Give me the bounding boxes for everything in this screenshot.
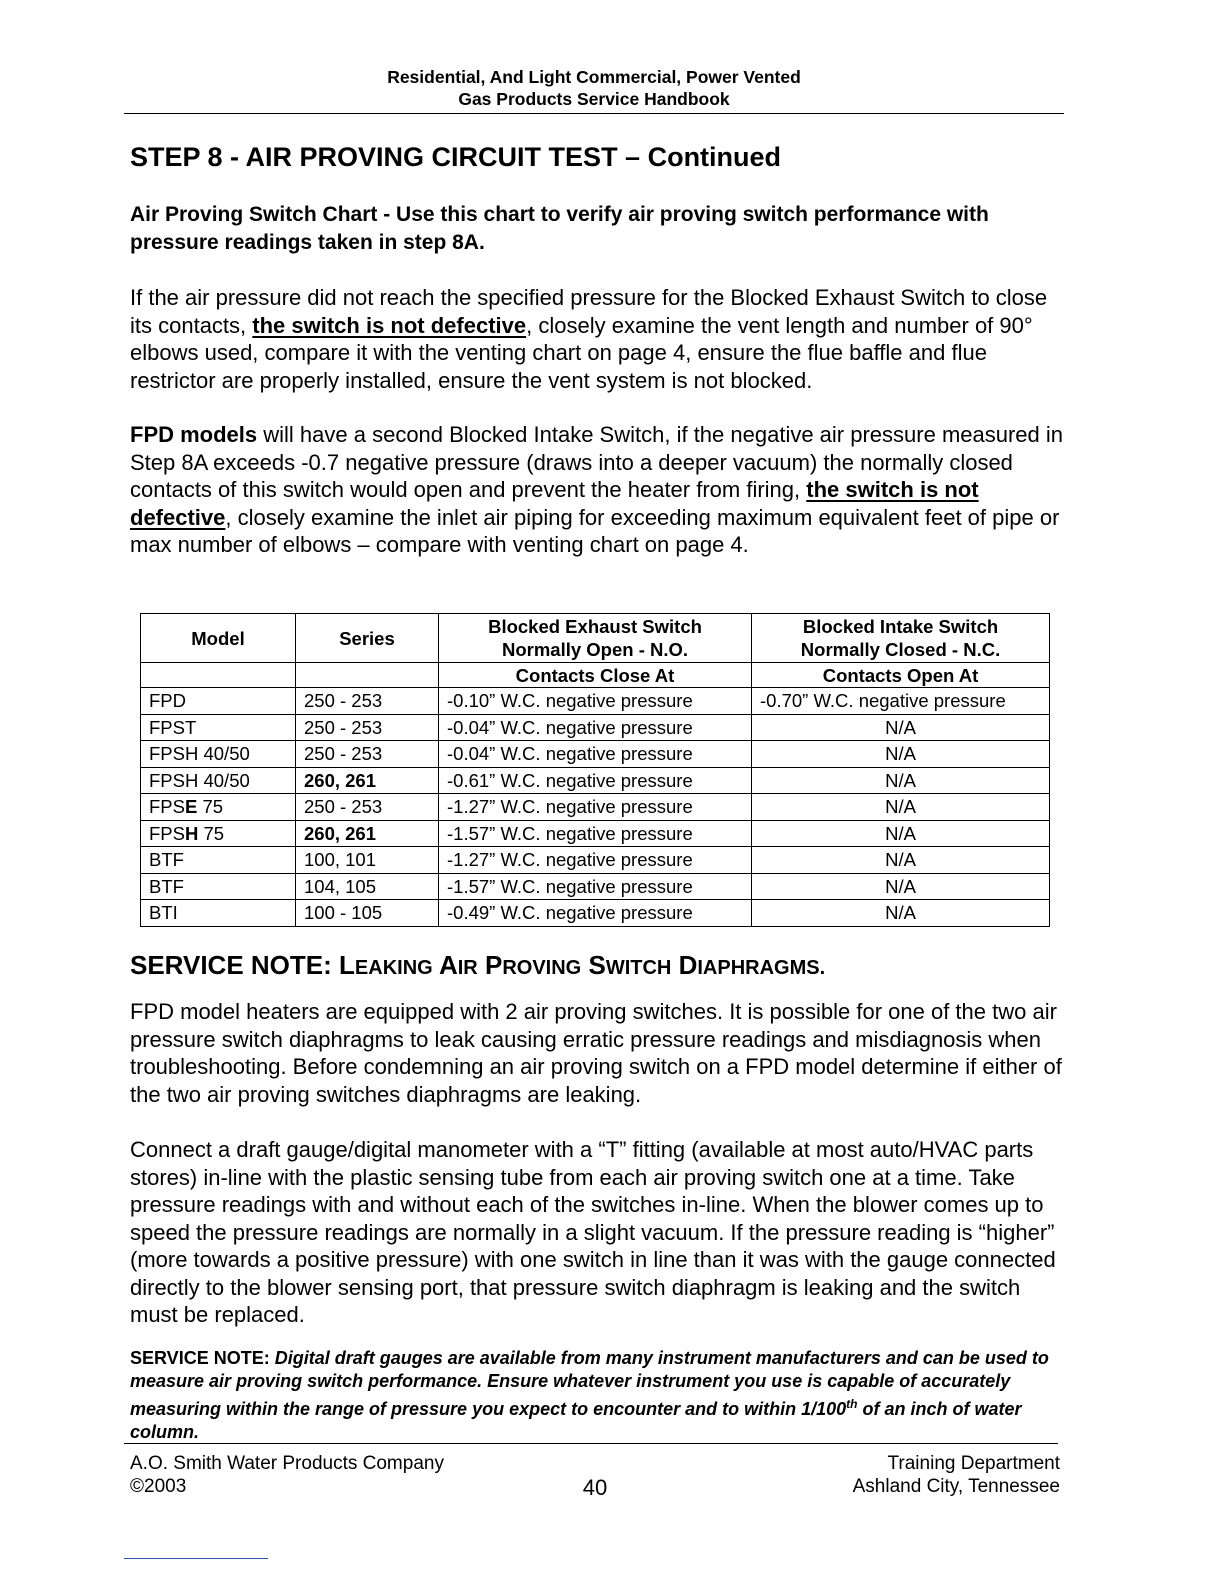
header-exhaust-line1: Blocked Exhaust Switch — [488, 616, 702, 637]
model-text: FPSH 40/50 — [149, 743, 250, 764]
footnote-link-rule — [124, 1558, 268, 1559]
cell-series: 260, 261 — [296, 820, 439, 847]
smallcap-initial: S — [588, 950, 606, 980]
service-note-heading — [130, 948, 825, 985]
smallcap-rest: IAPHRAGMS. — [697, 957, 826, 979]
cell-model — [141, 767, 296, 794]
header-divider — [124, 113, 1064, 114]
cell-intake: N/A — [752, 767, 1050, 794]
table-subheader-row — [141, 663, 1050, 688]
table-header-row — [141, 614, 1050, 663]
model-bold-letter: H — [184, 822, 199, 844]
model-bold-letter: E — [184, 796, 198, 817]
table-row — [141, 714, 1050, 741]
page-header — [124, 66, 1064, 110]
subheader-model-empty — [141, 663, 296, 688]
small-note-lead: SERVICE NOTE: — [130, 1348, 275, 1368]
model-text: BTF — [149, 875, 184, 897]
smallcap-initial: A — [438, 950, 458, 980]
smallcap-initial: L — [339, 950, 355, 980]
cell-model — [141, 794, 296, 821]
model-size: 75 — [198, 822, 225, 844]
header-line-1: Residential, And Light Commercial, Power Vented — [387, 67, 801, 87]
header-model: Model — [141, 614, 296, 663]
para1-emphasis: the switch is not defective — [252, 312, 527, 338]
model-text: BTF — [149, 849, 184, 870]
cell-exhaust: -1.27” W.C. negative pressure — [439, 794, 752, 821]
cell-series: 250 - 253 — [296, 688, 439, 715]
para2-lead: FPD models — [130, 422, 258, 447]
chart-subtitle: Air Proving Switch Chart - Use this chart to verify air proving switch performance with pressure readings taken in step 8A. — [130, 203, 989, 254]
smallcap-rest: IR — [457, 957, 478, 979]
cell-intake: N/A — [752, 714, 1050, 741]
para2-emphasis: the switch is not defective — [130, 477, 979, 530]
table-row — [141, 873, 1050, 900]
subheader-exhaust: Contacts Close At — [439, 663, 752, 688]
model-text: FPST — [149, 716, 197, 738]
cell-exhaust: -1.57” W.C. negative pressure — [439, 820, 752, 847]
page-number: 40 — [582, 1475, 608, 1500]
cell-model — [141, 688, 296, 715]
model-text: FPD — [149, 690, 186, 711]
table-row — [141, 767, 1050, 794]
header-line-2: Gas Products Service Handbook — [458, 89, 730, 109]
table-row — [141, 900, 1050, 927]
footer-location: Ashland City, Tennessee — [852, 1476, 1060, 1497]
footer-company: A.O. Smith Water Products Company — [130, 1453, 444, 1474]
cell-exhaust: -1.27” W.C. negative pressure — [439, 847, 752, 874]
cell-model — [141, 741, 296, 768]
small-note-sup: th — [846, 1397, 858, 1411]
table-row — [141, 688, 1050, 715]
header-intake-line1: Blocked Intake Switch — [802, 616, 999, 637]
table-row — [141, 820, 1050, 847]
table-row — [141, 847, 1050, 874]
smallcap-rest: WITCH — [605, 957, 672, 979]
air-proving-switch-table — [140, 613, 1050, 927]
cell-model — [141, 714, 296, 741]
cell-exhaust: -1.57” W.C. negative pressure — [439, 873, 752, 900]
cell-series: 104, 105 — [296, 873, 439, 900]
cell-intake: N/A — [752, 847, 1050, 874]
cell-model — [141, 820, 296, 847]
smallcap-initial: D — [678, 950, 698, 980]
header-exhaust-line2: Normally Open - N.O. — [501, 639, 689, 660]
cell-series: 100, 101 — [296, 847, 439, 874]
paragraph-intake — [130, 421, 1070, 559]
footer-department: Training Department — [887, 1453, 1060, 1474]
paragraph-connect-gauge: Connect a draft gauge/digital manometer with a “T” fitting (available at most auto/HVAC parts stores) in-line with the plastic sensing tube from each air proving switch one at a time. Take pressure readings with and without each of the switches in-line. When the blower comes up to speed the pressure readings are normally in a slight vacuum. If the pressure reading is “higher” (more towards a positive pressure) with one switch in line than it was with the gauge connected directly to the blower sensing port, that pressure switch diaphragm is leaking and the switch must be replaced. — [130, 1137, 1056, 1327]
cell-series: 100 - 105 — [296, 900, 439, 927]
subheader-series-empty — [296, 663, 439, 688]
model-text: BTI — [149, 902, 178, 923]
smallcap-rest: EAKING — [354, 957, 433, 979]
cell-series: 260, 261 — [296, 767, 439, 794]
cell-intake: N/A — [752, 741, 1050, 768]
paragraph-leaking-diaphragms: FPD model heaters are equipped with 2 air proving switches. It is possible for one of the two air pressure switch diaphragms to leak causing erratic pressure readings and misdiagnosis when troubleshooting. Before condemning an air proving switch on a FPD model determine if either of the two air proving switches diaphragms are leaking. — [130, 999, 1062, 1107]
header-exhaust — [439, 614, 752, 663]
cell-model — [141, 900, 296, 927]
header-intake-line2: Normally Closed - N.C. — [800, 639, 1001, 660]
model-text: FPSH 40/50 — [149, 769, 250, 791]
smallcap-initial: P — [484, 950, 503, 980]
cell-series: 250 - 253 — [296, 741, 439, 768]
model-size: 75 — [197, 796, 224, 817]
digital-gauge-note — [130, 1347, 1070, 1444]
service-note-label: SERVICE NOTE: — [130, 950, 340, 980]
cell-intake: N/A — [752, 820, 1050, 847]
cell-series: 250 - 253 — [296, 794, 439, 821]
table-row — [141, 794, 1050, 821]
para2-part1: will have a second Blocked Intake Switch, if the negative air pressure measured in Step 8A exceeds -0.7 negative pressure (draws into a deeper vacuum) the normally closed contacts of this switch would open and prevent the heater from firing, — [130, 422, 1064, 502]
footer-divider — [124, 1443, 1058, 1444]
cell-exhaust: -0.04” W.C. negative pressure — [439, 714, 752, 741]
model-text: FPS — [149, 822, 185, 844]
cell-exhaust: -0.49” W.C. negative pressure — [439, 900, 752, 927]
subheader-intake: Contacts Open At — [752, 663, 1050, 688]
cell-exhaust: -0.10” W.C. negative pressure — [439, 688, 752, 715]
footer-left — [130, 1452, 444, 1498]
cell-exhaust: -0.04” W.C. negative pressure — [439, 741, 752, 768]
cell-model — [141, 847, 296, 874]
smallcap-rest: ROVING — [502, 957, 582, 979]
small-note-text: Digital draft gauges are available from many instrument manufacturers and can be used to measure air proving switch performance. Ensure whatever instrument you use is capable of accurately measuring within the range of pressure you expect to encounter and to within 1/100 — [130, 1348, 1049, 1419]
para2-part2: , closely examine the inlet air piping for exceeding maximum equivalent feet of pipe or max number of elbows – compare with venting chart on page 4. — [130, 504, 1060, 557]
para1-after: , closely examine the vent length and number of 90° elbows used, compare it with the venting chart on page 4, ensure the flue baffle and flue restrictor are properly installed, ensure the vent system is not blocked. — [130, 312, 1033, 393]
paragraph-exhaust — [130, 284, 1070, 394]
page-title: STEP 8 - AIR PROVING CIRCUIT TEST – Continued — [130, 142, 782, 172]
cell-exhaust: -0.61” W.C. negative pressure — [439, 767, 752, 794]
header-intake — [752, 614, 1050, 663]
table-row — [141, 741, 1050, 768]
header-series: Series — [296, 614, 439, 663]
cell-intake: N/A — [752, 794, 1050, 821]
cell-model — [141, 873, 296, 900]
footer-right — [760, 1452, 1060, 1498]
model-text: FPS — [149, 796, 185, 817]
cell-series: 250 - 253 — [296, 714, 439, 741]
small-note-end: of an inch of water column. — [130, 1399, 1022, 1442]
footer-copyright: ©2003 — [130, 1476, 187, 1497]
cell-intake: -0.70” W.C. negative pressure — [752, 688, 1050, 715]
cell-intake: N/A — [752, 873, 1050, 900]
para1-before: If the air pressure did not reach the specified pressure for the Blocked Exhaust Switch to close its contacts, — [130, 285, 1048, 338]
cell-intake: N/A — [752, 900, 1050, 927]
